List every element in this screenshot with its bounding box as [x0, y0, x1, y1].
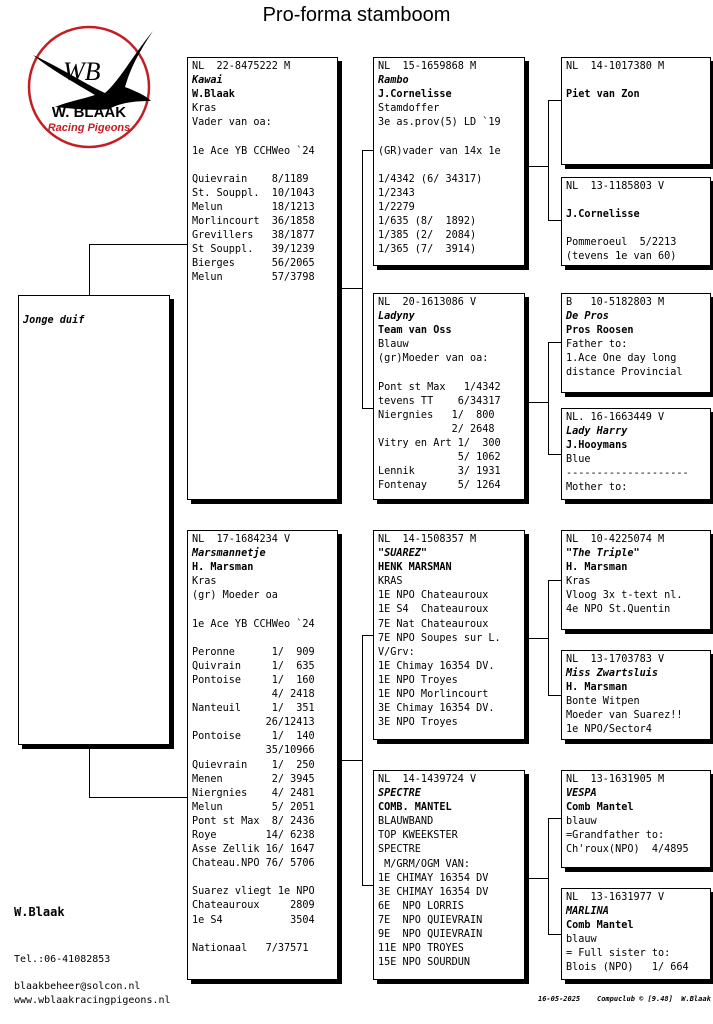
pedigree-line: 6E NPO LORRIS	[378, 900, 464, 912]
pedigree-line	[378, 130, 520, 144]
pedigree-line: Lady Harry	[566, 426, 628, 438]
pedigree-line: Stamdoffer	[378, 103, 440, 115]
pedigree-line: (tevens 1e van 60)	[566, 251, 677, 263]
connector	[548, 580, 561, 581]
pedigree-line: Rambo	[378, 75, 409, 87]
pedigree-line: (gr)Moeder van oa:	[378, 353, 489, 365]
pedigree-line: = Full sister to:	[566, 948, 671, 960]
pedigree-line: 11E NPO TROYES	[378, 943, 464, 955]
pedigree-line: Pont st Max 1/4342	[378, 381, 501, 393]
great-grandparent-mf-mother-box	[561, 650, 711, 740]
connector	[529, 166, 548, 167]
pedigree-line: NL 14-1017380 M	[566, 61, 665, 72]
pedigree-line: 1/2279	[378, 201, 415, 213]
connector	[548, 100, 561, 101]
pedigree-line: TOP KWEEKSTER	[378, 830, 458, 842]
pedigree-line: St Souppl. 39/1239	[192, 244, 315, 256]
pedigree-line: NL 13-1631977 V	[566, 892, 665, 903]
pedigree-line: St. Souppl. 10/1043	[192, 187, 315, 199]
pedigree-line: Moeder van Suarez!!	[566, 710, 683, 722]
pedigree-line: Piet van Zon	[566, 89, 640, 101]
pedigree-line	[566, 74, 706, 88]
pedigree-line: 9E NPO QUIEVRAIN	[378, 929, 483, 941]
pedigree-line: J.Cornelisse	[378, 89, 452, 101]
pedigree-line: J.Hooymans	[566, 440, 628, 452]
pedigree-line: V/Grv:	[378, 646, 415, 658]
pedigree-line: 3E CHIMAY 16354 DV	[378, 886, 489, 898]
pedigree-line: 1E S4 Chateauroux	[378, 604, 489, 616]
pedigree-line: Lennik 3/ 1931	[378, 466, 501, 478]
pedigree-line: MARLINA	[566, 906, 609, 918]
pedigree-line: 1E NPO Morlincourt	[378, 689, 489, 701]
connector	[342, 288, 362, 289]
pedigree-line: Pontoise 1/ 160	[192, 674, 315, 686]
pedigree-line: Blue	[566, 454, 591, 466]
pedigree-line: Comb Mantel	[566, 920, 634, 932]
pedigree-line: 1e Ace YB CCHWeo `24	[192, 145, 315, 157]
pedigree-line: Niergnies 1/ 800	[378, 409, 495, 421]
connector	[89, 797, 187, 798]
paternal-grandmother-box	[373, 293, 525, 500]
print-info: 16-05-2025 Compuclub © [9.48] W.Blaak	[538, 995, 711, 1003]
email-address: blaakbeheer@solcon.nl	[14, 981, 141, 992]
mother-box	[187, 530, 338, 980]
pedigree-line: Vloog 3x t-text nl.	[566, 590, 683, 602]
pedigree-line: Mother to:	[566, 482, 628, 494]
pedigree-line: Melun 57/3798	[192, 272, 315, 284]
pedigree-line: Kras	[192, 576, 217, 588]
great-grandparent-mm-mother-box	[561, 888, 711, 980]
pedigree-line	[192, 159, 333, 173]
phone-number: Tel.:06-41082853	[14, 954, 111, 965]
connector	[548, 342, 549, 454]
pedigree-line	[192, 871, 333, 885]
pedigree-line: COMB. MANTEL	[378, 802, 452, 814]
pedigree-line: 1/365 (7/ 3914)	[378, 244, 477, 256]
pedigree-line: Miss Zwartsluis	[566, 668, 659, 680]
pedigree-line: 3e as.prov(5) LD `19	[378, 117, 501, 129]
pedigree-line: Quievrain 8/1189	[192, 173, 309, 185]
pedigree-line: Team van Oss	[378, 325, 452, 337]
pedigree-line: Vitry en Art 1/ 300	[378, 437, 501, 449]
pedigree-line: NL 10-4225074 M	[566, 534, 665, 545]
pedigree-line: Ladyny	[378, 311, 415, 323]
pedigree-line: 3E Chimay 16354 DV.	[378, 703, 495, 715]
pedigree-line: Peronne 1/ 909	[192, 646, 315, 658]
great-grandparent-mf-father-box	[561, 530, 711, 630]
pedigree-line: Kawai	[192, 75, 223, 87]
pedigree-line: 7E Nat Chateauroux	[378, 618, 489, 630]
pedigree-line: BLAUWBAND	[378, 816, 434, 828]
connector	[362, 150, 363, 408]
pedigree-line: (gr) Moeder oa	[192, 590, 278, 602]
pedigree-line: 5/ 1062	[378, 452, 501, 464]
pedigree-line: 7E NPO Soupes sur L.	[378, 632, 501, 644]
pedigree-line: 7E NPO QUIEVRAIN	[378, 914, 483, 926]
pedigree-line: 1E NPO Troyes	[378, 674, 458, 686]
connector	[89, 749, 90, 797]
maternal-grandmother-box	[373, 770, 525, 980]
pedigree-line: Suarez vliegt 1e NPO	[192, 886, 315, 898]
pedigree-line: Blauw	[378, 339, 409, 351]
pedigree-line: W.Blaak	[192, 89, 235, 101]
pedigree-line: 4/ 2418	[192, 689, 315, 701]
pedigree-line: Asse Zellik 16/ 1647	[192, 844, 315, 856]
pedigree-line: "The Triple"	[566, 548, 640, 560]
connector	[342, 760, 362, 761]
connector	[529, 638, 548, 639]
pedigree-line: 1/4342 (6/ 34317)	[378, 173, 483, 185]
pedigree-line: Pontoise 1/ 140	[192, 731, 315, 743]
pedigree-line: 26/12413	[192, 717, 315, 729]
pedigree-line: NL 15-1659868 M	[378, 61, 477, 72]
logo-subtitle: Racing Pigeons	[47, 122, 131, 134]
connector	[548, 934, 561, 935]
connector	[548, 220, 561, 221]
great-grandparent-ff-mother-box	[561, 177, 711, 266]
pedigree-line: Roye 14/ 6238	[192, 829, 315, 841]
pedigree-line: Marsmannetje	[192, 548, 266, 560]
pedigree-line: NL. 16-1663449 V	[566, 412, 665, 423]
pedigree-line	[192, 130, 333, 144]
pedigree-line: Nanteuil 1/ 351	[192, 703, 315, 715]
pedigree-line: Pont st Max 8/ 2436	[192, 815, 315, 827]
great-grandparent-fm-father-box	[561, 293, 711, 393]
pedigree-line: (GR)vader van 14x 1e	[378, 145, 501, 157]
paternal-grandfather-box	[373, 57, 525, 266]
pedigree-line: 1E CHIMAY 16354 DV	[378, 872, 489, 884]
pedigree-line: Menen 2/ 3945	[192, 773, 315, 785]
connector	[548, 818, 549, 934]
connector	[362, 150, 373, 151]
great-grandparent-fm-mother-box	[561, 408, 711, 500]
pedigree-line	[566, 194, 706, 208]
pedigree-line: 1E NPO Chateauroux	[378, 590, 489, 602]
pedigree-line	[566, 222, 706, 236]
pedigree-line: HENK MARSMAN	[378, 562, 452, 574]
connector	[548, 454, 561, 455]
pedigree-line: blauw	[566, 816, 597, 828]
connector	[89, 244, 90, 295]
maternal-grandfather-box	[373, 530, 525, 740]
pedigree-line: KRAS	[378, 576, 403, 588]
pedigree-line: Kras	[192, 103, 217, 115]
pedigree-line	[378, 159, 520, 173]
pedigree-line: Pros Roosen	[566, 325, 634, 337]
connector	[89, 244, 187, 245]
pedigree-line: NL 14-1508357 M	[378, 534, 477, 545]
pedigree-line: Melun 5/ 2051	[192, 801, 315, 813]
pedigree-line: B 10-5182803 M	[566, 297, 665, 308]
pedigree-line: blauw	[566, 934, 597, 946]
connector	[362, 885, 373, 886]
pedigree-line: Chateau.NPO 76/ 5706	[192, 858, 315, 870]
pedigree-line: Fontenay 5/ 1264	[378, 480, 501, 492]
pedigree-line: J.Cornelisse	[566, 209, 640, 221]
pedigree-line: 15E NPO SOURDUN	[378, 957, 471, 969]
pedigree-line: 1e NPO/Sector4	[566, 724, 652, 736]
pedigree-line	[192, 632, 333, 646]
pedigree-line: NL 17-1684234 V	[192, 534, 291, 545]
pedigree-line: 1E Chimay 16354 DV.	[378, 660, 495, 672]
great-grandparent-mm-father-box	[561, 770, 711, 868]
pedigree-line: Grevillers 38/1877	[192, 230, 315, 242]
pedigree-line: tevens TT 6/34317	[378, 395, 501, 407]
pedigree-line: SPECTRE	[378, 844, 421, 856]
connector	[548, 342, 561, 343]
connector	[548, 100, 549, 220]
pedigree-line: NL 20-1613086 V	[378, 297, 477, 308]
pedigree-line: NL 14-1439724 V	[378, 774, 477, 785]
great-grandparent-ff-father-box	[561, 57, 711, 165]
pedigree-line: 1/635 (8/ 1892)	[378, 216, 477, 228]
connector	[362, 635, 373, 636]
pedigree-line: NL 13-1703783 V	[566, 654, 665, 665]
pedigree-line: SPECTRE	[378, 788, 421, 800]
pedigree-line: Ch'roux(NPO) 4/4895	[566, 844, 689, 856]
website-url: www.wblaakracingpigeons.nl	[14, 995, 171, 1006]
owner-name: W.Blaak	[14, 905, 65, 919]
pedigree-line: Kras	[566, 576, 591, 588]
pedigree-line: H. Marsman	[566, 682, 628, 694]
pedigree-line: De Pros	[566, 311, 609, 323]
pedigree-line: --------------------	[566, 468, 689, 480]
pedigree-line: Vader van oa:	[192, 117, 272, 129]
pedigree-line	[192, 928, 333, 942]
connector	[548, 818, 561, 819]
pedigree-line: H. Marsman	[192, 562, 254, 574]
connector	[548, 580, 549, 695]
pedigree-line: 1.Ace One day long	[566, 353, 677, 365]
pedigree-line: Comb Mantel	[566, 802, 634, 814]
pedigree-line: Pommeroeul 5/2213	[566, 237, 677, 249]
pedigree-line: Morlincourt 36/1858	[192, 216, 315, 228]
pedigree-line: NL 13-1185803 V	[566, 181, 665, 192]
pedigree-line: Bonte Witpen	[566, 696, 640, 708]
pedigree-line: 1e S4 3504	[192, 914, 315, 926]
subject-box	[18, 295, 170, 745]
pedigree-line	[192, 603, 333, 617]
pedigree-line: Quievrain 1/ 250	[192, 759, 315, 771]
pedigree-line: Bierges 56/2065	[192, 258, 315, 270]
pedigree-line: Nationaal 7/37571	[192, 942, 309, 954]
pedigree-line: "SUAREZ"	[378, 548, 428, 560]
pedigree-line: NL 13-1631905 M	[566, 774, 665, 785]
pedigree-line	[378, 366, 520, 380]
pedigree-line: H. Marsman	[566, 562, 628, 574]
father-box	[187, 57, 338, 500]
pedigree-line: Blois (NPO) 1/ 664	[566, 962, 689, 974]
pedigree-line: 35/10966	[192, 745, 315, 757]
pedigree-line: 4e NPO St.Quentin	[566, 604, 671, 616]
pedigree-line: Quivrain 1/ 635	[192, 660, 315, 672]
pedigree-line: M/GRM/OGM VAN:	[378, 858, 471, 870]
pedigree-line: distance Provincial	[566, 367, 683, 379]
logo-name: W. BLAAK	[51, 104, 127, 121]
connector	[548, 695, 561, 696]
w-blaak-logo	[25, 25, 157, 149]
pedigree-line: Father to:	[566, 339, 628, 351]
pedigree-line: VESPA	[566, 788, 597, 800]
subject-label: Jonge duif	[23, 315, 85, 326]
pedigree-line: NL 22-8475222 M	[192, 61, 291, 72]
connector	[362, 635, 363, 885]
page-title: Pro-forma stamboom	[262, 4, 451, 26]
pedigree-line: Melun 18/1213	[192, 201, 315, 213]
pedigree-line: 1/2343	[378, 187, 415, 199]
pedigree-line: 2/ 2648	[378, 423, 495, 435]
connector	[362, 408, 373, 409]
pedigree-line: =Grandfather to:	[566, 830, 665, 842]
pedigree-line: Chateauroux 2809	[192, 900, 315, 912]
logo-initials: WB	[63, 57, 101, 86]
pedigree-line: 1e Ace YB CCHWeo `24	[192, 618, 315, 630]
connector	[529, 878, 548, 879]
pedigree-line: 1/385 (2/ 2084)	[378, 230, 477, 242]
connector	[529, 402, 548, 403]
pedigree-line: 3E NPO Troyes	[378, 717, 458, 729]
pedigree-line: Niergnies 4/ 2481	[192, 787, 315, 799]
